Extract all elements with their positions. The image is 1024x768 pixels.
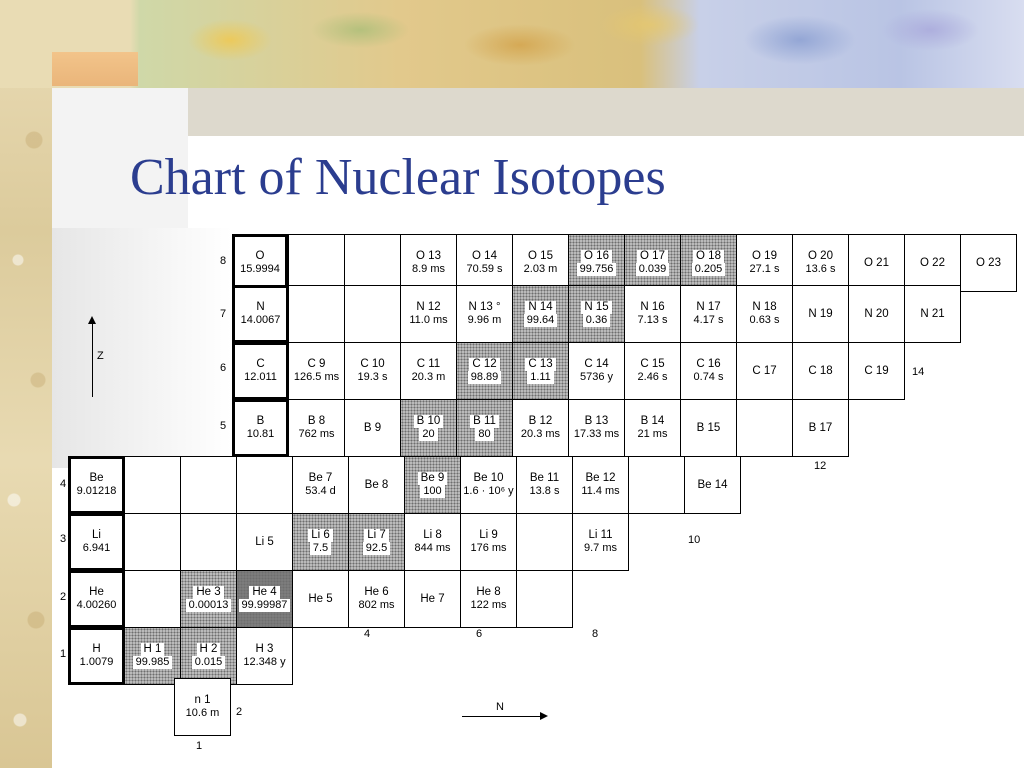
isotope-symbol: O 16: [581, 250, 612, 263]
isotope-value: 27.1 s: [749, 263, 780, 275]
isotope-symbol: Li 9: [479, 529, 498, 541]
isotope-value: 20.3 m: [411, 371, 446, 383]
isotope-cell-he-5: [292, 570, 349, 628]
isotope-cell-empty: [628, 456, 685, 514]
isotope-symbol: He 8: [476, 586, 501, 598]
isotope-cell-o-23: [960, 234, 1017, 292]
n-tick-1: 1: [196, 740, 203, 752]
isotope-symbol: C 10: [360, 358, 385, 370]
isotope-cell-n-12: [400, 285, 457, 343]
isotope-cell-n-13: [456, 285, 513, 343]
isotope-symbol: B 15: [696, 421, 721, 434]
isotope-value: 762 ms: [298, 428, 335, 440]
isotope-symbol: O 18: [693, 250, 724, 263]
isotope-symbol: He 6: [364, 586, 389, 598]
isotope-symbol: N 20: [864, 307, 889, 320]
isotope-value: 176 ms: [470, 542, 507, 554]
isotope-symbol: C 11: [416, 358, 441, 370]
isotope-symbol: He: [89, 586, 104, 598]
isotope-cell-b-17: [792, 399, 849, 457]
isotope-value: 92.5: [363, 542, 390, 555]
isotope-value: 98.89: [468, 371, 502, 384]
isotope-value: 15.9994: [240, 263, 280, 275]
isotope-cell-empty: [288, 285, 345, 343]
isotope-symbol: C 9: [307, 358, 326, 370]
isotope-cell-n-19: [792, 285, 849, 343]
n-axis-arrowhead: [540, 712, 548, 720]
isotope-value: 14.0067: [240, 314, 281, 326]
isotope-symbol: O 23: [976, 256, 1001, 269]
left-decorative-strip: [0, 0, 52, 768]
isotope-cell-c: [232, 342, 289, 400]
isotope-cell-o-21: [848, 234, 905, 292]
isotope-value: 10.81: [246, 428, 275, 440]
isotope-cell-be-9: [404, 456, 461, 514]
isotope-symbol: He 7: [420, 592, 445, 605]
isotope-value: 0.00013: [186, 599, 232, 612]
top-decorative-banner: [0, 0, 1024, 88]
z-tick-5: 5: [220, 420, 227, 432]
z-axis-arrow: [92, 321, 93, 397]
isotope-symbol: N 16: [640, 301, 665, 313]
isotope-cell-empty: [180, 513, 237, 571]
isotope-cell-o-20: [792, 234, 849, 292]
isotope-value: 802 ms: [358, 599, 395, 611]
isotope-cell-empty: [736, 399, 793, 457]
isotope-symbol: C 12: [469, 358, 499, 371]
isotope-value: 13.8 s: [529, 485, 560, 497]
isotope-cell-empty: [124, 513, 181, 571]
n-tick-6: 6: [476, 628, 483, 640]
isotope-value: 11.0 ms: [409, 314, 448, 326]
isotope-cell-b-9: [344, 399, 401, 457]
isotope-value: 7.13 s: [637, 314, 668, 326]
isotope-cell-he-8: [460, 570, 517, 628]
isotope-symbol: Li 8: [423, 529, 442, 541]
isotope-symbol: N 13 °: [468, 301, 501, 313]
isotope-symbol: Be 12: [585, 472, 616, 484]
isotope-value: 1.0079: [79, 656, 114, 668]
isotope-cell-o-15: [512, 234, 569, 292]
isotope-symbol: O 15: [528, 250, 553, 262]
z-tick-8: 8: [220, 255, 227, 267]
isotope-cell-c-9: [288, 342, 345, 400]
header-divider-bar: [188, 88, 1024, 136]
isotope-cell-empty: [124, 570, 181, 628]
isotope-symbol: C 17: [752, 364, 777, 377]
isotope-cell-be-11: [516, 456, 573, 514]
isotope-value: 20: [419, 428, 437, 441]
isotope-symbol: O 22: [920, 256, 945, 269]
isotope-value: 2.03 m: [523, 263, 558, 275]
isotope-value: 11.4 ms: [581, 485, 620, 497]
isotope-symbol: Be 14: [697, 478, 728, 491]
z-tick-6: 6: [220, 362, 227, 374]
isotope-value: 0.63 s: [749, 314, 780, 326]
isotope-symbol: Li: [92, 529, 101, 541]
isotope-cell-c-14: [568, 342, 625, 400]
isotope-cell-c-17: [736, 342, 793, 400]
n-axis-arrow: [462, 716, 542, 717]
isotope-symbol: N 17: [696, 301, 721, 313]
isotope-cell-li-11: [572, 513, 629, 571]
isotope-value: 80: [475, 428, 493, 441]
isotope-symbol: N 14: [525, 301, 555, 314]
isotope-value: 844 ms: [414, 542, 451, 554]
isotope-symbol: B: [256, 415, 265, 427]
isotope-symbol: B 8: [307, 415, 326, 427]
isotope-value: 7.5: [310, 542, 331, 555]
isotope-value: 13.6 s: [805, 263, 836, 275]
isotope-symbol: He 3: [193, 586, 223, 599]
isotope-cell-he-6: [348, 570, 405, 628]
n-tick-8: 8: [592, 628, 599, 640]
isotope-symbol: O 20: [808, 250, 833, 262]
isotope-cell-li-6: [292, 513, 349, 571]
isotope-value: 53.4 d: [305, 485, 336, 497]
isotope-cell-be-7: [292, 456, 349, 514]
isotope-value: 4.17 s: [693, 314, 724, 326]
isotope-cell-be-12: [572, 456, 629, 514]
isotope-cell-li-5: [236, 513, 293, 571]
n-axis-label: N: [496, 701, 504, 713]
isotope-value: 20.3 ms: [520, 428, 561, 440]
isotope-cell-h-3: [236, 627, 293, 685]
isotope-symbol: B 9: [363, 421, 382, 434]
isotope-value: 12.348 y: [243, 656, 286, 668]
isotope-symbol: Li 11: [588, 529, 613, 541]
isotope-cell-o-17: [624, 234, 681, 292]
isotope-cell-he-7: [404, 570, 461, 628]
isotope-symbol: B 17: [808, 421, 833, 434]
z-tick-2: 2: [60, 591, 67, 603]
isotope-cell-o-22: [904, 234, 961, 292]
scan-shadow: [52, 228, 232, 468]
n-tick-10: 10: [688, 534, 701, 546]
isotope-value: 21 ms: [637, 428, 668, 440]
isotope-cell-n-20: [848, 285, 905, 343]
isotope-value: 0.039: [636, 263, 670, 276]
isotope-value: 99.756: [577, 263, 617, 276]
isotope-cell-o-19: [736, 234, 793, 292]
isotope-symbol: O 13: [416, 250, 441, 262]
isotope-symbol: O 14: [472, 250, 497, 262]
isotope-cell-c-13: [512, 342, 569, 400]
isotope-value: 5736 y: [579, 371, 614, 383]
isotope-value: 1.6 · 10⁶ y: [463, 485, 514, 497]
isotope-symbol: N 15: [581, 301, 611, 314]
isotope-cell-o-18: [680, 234, 737, 292]
isotope-value: 2.46 s: [637, 371, 668, 383]
isotope-cell-be: [68, 456, 125, 514]
isotope-cell-li-9: [460, 513, 517, 571]
isotope-value: 0.015: [192, 656, 226, 669]
isotope-cell-li-7: [348, 513, 405, 571]
isotope-cell-h-1: [124, 627, 181, 685]
isotope-value: 99.99987: [239, 599, 291, 612]
isotope-cell-n-15: [568, 285, 625, 343]
isotope-cell-b-11: [456, 399, 513, 457]
isotope-symbol: Li 6: [308, 529, 333, 542]
z-tick-3: 3: [60, 533, 67, 545]
isotope-symbol: Be 11: [529, 472, 560, 484]
isotope-cell-he-3: [180, 570, 237, 628]
slide-title: Chart of Nuclear Isotopes: [130, 149, 666, 206]
isotope-symbol: N: [256, 301, 265, 313]
isotope-symbol: N 18: [752, 301, 777, 313]
n-tick-2: 2: [236, 706, 243, 718]
isotope-symbol: N 12: [416, 301, 441, 313]
isotope-cell-c-10: [344, 342, 401, 400]
isotope-symbol: C 16: [696, 358, 721, 370]
isotope-chart: [52, 228, 1024, 768]
isotope-symbol: C 15: [640, 358, 665, 370]
isotope-cell-b-13: [568, 399, 625, 457]
isotope-symbol: H 3: [255, 643, 274, 655]
isotope-value: 9.96 m: [467, 314, 502, 326]
isotope-cell-c-19: [848, 342, 905, 400]
isotope-cell-be-14: [684, 456, 741, 514]
isotope-value: 8.9 ms: [411, 263, 445, 275]
isotope-symbol: H 1: [141, 643, 165, 656]
isotope-symbol: C 13: [525, 358, 555, 371]
isotope-value: 4.00260: [76, 599, 117, 611]
isotope-symbol: C: [256, 358, 265, 370]
isotope-symbol: Be 8: [364, 478, 389, 491]
isotope-cell-c-18: [792, 342, 849, 400]
isotope-value: 126.5 ms: [293, 371, 340, 383]
isotope-value: 0.74 s: [693, 371, 724, 383]
isotope-symbol: Li 5: [255, 535, 274, 548]
isotope-symbol: B 10: [414, 415, 444, 428]
isotope-cell-b-10: [400, 399, 457, 457]
isotope-symbol: He 5: [308, 592, 333, 605]
isotope-symbol: B 12: [528, 415, 553, 427]
isotope-cell-c-12: [456, 342, 513, 400]
isotope-cell-n: [232, 285, 289, 343]
top-left-accent-block: [52, 52, 138, 86]
isotope-cell-be-10: [460, 456, 517, 514]
isotope-symbol: N 21: [920, 307, 945, 320]
isotope-value: 0.36: [583, 314, 610, 327]
isotope-value: 122 ms: [470, 599, 507, 611]
isotope-cell-h-2: [180, 627, 237, 685]
isotope-cell-n-14: [512, 285, 569, 343]
isotope-cell-li: [68, 513, 125, 571]
z-tick-1: 1: [60, 648, 67, 660]
isotope-value: 1.11: [527, 371, 554, 384]
isotope-symbol: Be 10: [473, 472, 504, 484]
isotope-cell-o-13: [400, 234, 457, 292]
isotope-symbol: O 17: [637, 250, 668, 263]
isotope-symbol: H: [92, 643, 101, 655]
isotope-value: 99.985: [133, 656, 173, 669]
isotope-value: 70.59 s: [466, 263, 503, 275]
isotope-cell-c-16: [680, 342, 737, 400]
isotope-cell-b: [232, 399, 289, 457]
isotope-cell-empty: [344, 234, 401, 292]
isotope-cell-empty: [180, 456, 237, 514]
isotope-symbol: He 4: [249, 586, 279, 599]
isotope-value: 100: [420, 485, 444, 498]
z-tick-7: 7: [220, 308, 227, 320]
isotope-cell-empty: [236, 456, 293, 514]
z-tick-4: 4: [60, 478, 67, 490]
isotope-symbol: B 13: [584, 415, 609, 427]
n-tick-12: 12: [814, 460, 827, 472]
isotope-symbol: B 14: [640, 415, 665, 427]
isotope-cell-he-4: [236, 570, 293, 628]
isotope-value: 10.6 m: [185, 707, 220, 719]
n-tick-4: 4: [364, 628, 371, 640]
isotope-cell-b-8: [288, 399, 345, 457]
isotope-cell-n-18: [736, 285, 793, 343]
isotope-cell-c-15: [624, 342, 681, 400]
isotope-cell-empty: [516, 513, 573, 571]
isotope-cell-c-11: [400, 342, 457, 400]
isotope-cell-n-17: [680, 285, 737, 343]
isotope-cell-empty: [288, 234, 345, 292]
isotope-symbol: Li 7: [364, 529, 389, 542]
isotope-value: 9.01218: [76, 485, 117, 497]
isotope-cell-n-16: [624, 285, 681, 343]
isotope-symbol: Be 9: [418, 472, 448, 485]
isotope-value: 12.011: [244, 371, 277, 383]
isotope-value: 19.3 s: [357, 371, 388, 383]
isotope-cell-li-8: [404, 513, 461, 571]
isotope-symbol: O 19: [752, 250, 777, 262]
z-axis-label: Z: [97, 350, 104, 362]
isotope-cell-he: [68, 570, 125, 628]
isotope-symbol: O: [255, 250, 265, 262]
isotope-cell-b-12: [512, 399, 569, 457]
isotope-symbol: C 18: [808, 364, 833, 377]
isotope-cell-o-16: [568, 234, 625, 292]
isotope-value: 99.64: [524, 314, 558, 327]
isotope-cell-n-21: [904, 285, 961, 343]
isotope-cell-b-14: [624, 399, 681, 457]
isotope-symbol: Be 7: [308, 472, 333, 484]
isotope-cell-n-1: [174, 678, 231, 736]
isotope-symbol: C 19: [864, 364, 889, 377]
isotope-cell-h: [68, 627, 125, 685]
isotope-value: 0.205: [692, 263, 726, 276]
isotope-symbol: n 1: [194, 694, 211, 706]
isotope-cell-o: [232, 234, 288, 292]
isotope-symbol: H 2: [197, 643, 221, 656]
isotope-value: 9.7 ms: [583, 542, 617, 554]
n-tick-14: 14: [912, 366, 925, 378]
isotope-cell-b-15: [680, 399, 737, 457]
isotope-symbol: N 19: [808, 307, 833, 320]
isotope-value: 17.33 ms: [573, 428, 620, 440]
isotope-cell-empty: [124, 456, 181, 514]
isotope-cell-o-14: [456, 234, 513, 292]
isotope-cell-empty: [344, 285, 401, 343]
isotope-symbol: C 14: [584, 358, 609, 370]
isotope-cell-empty: [516, 570, 573, 628]
isotope-symbol: B 11: [470, 415, 499, 428]
isotope-value: 6.941: [82, 542, 111, 554]
isotope-symbol: Be: [89, 472, 104, 484]
isotope-cell-be-8: [348, 456, 405, 514]
isotope-symbol: O 21: [864, 256, 889, 269]
